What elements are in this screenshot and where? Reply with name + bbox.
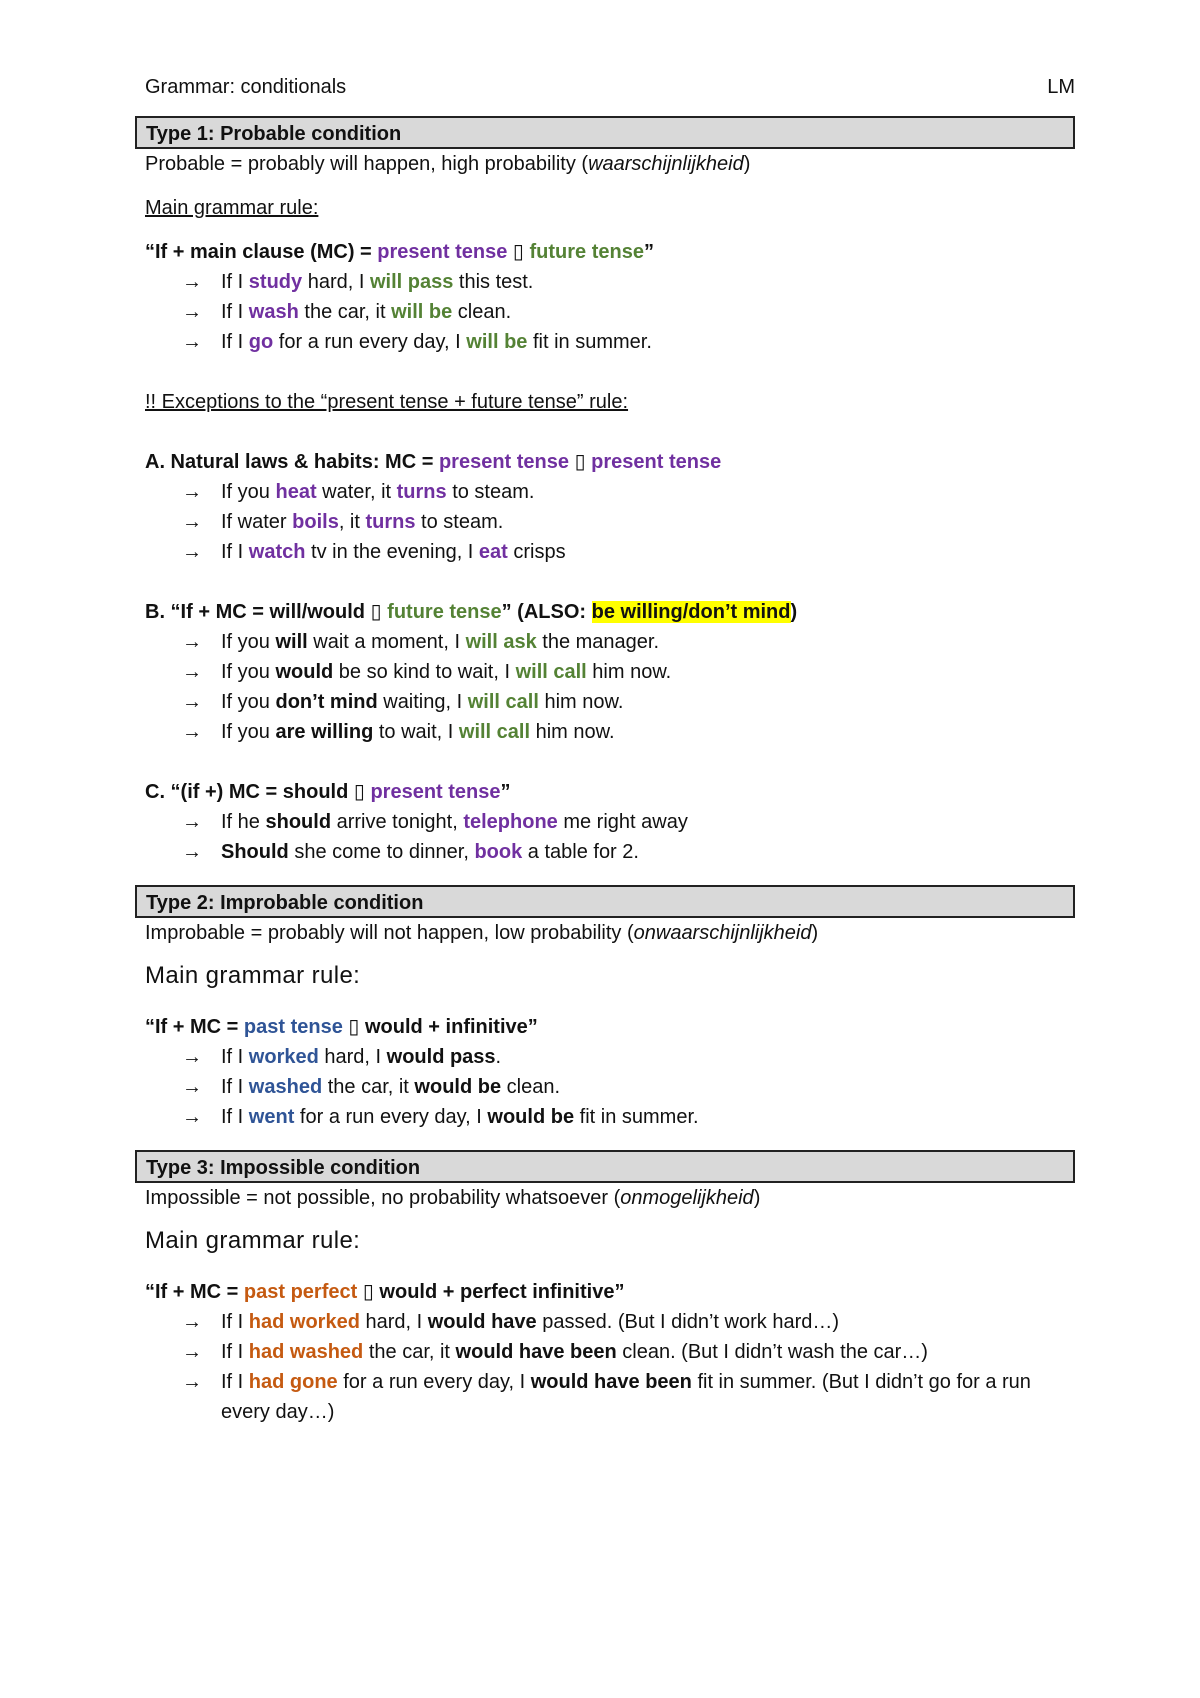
type2-definition-term: onwaarschijnlijkheid [633,922,812,944]
example-item: → If you will wait a moment, I will ask the manager. [145,627,1075,657]
arrow-icon: → [182,661,202,683]
example-item: → If he should arrive tonight, telephone me right away [145,807,1075,837]
example-item: → If I went for a run every day, I would be fit in summer. [145,1102,1075,1132]
type1-rule: “If + main clause (MC) = present tense ▯ future tense” [145,241,654,263]
exception-c-heading: C. “(if +) MC = should ▯ present tense” [145,781,511,803]
example-item: → If I worked hard, I would pass. [145,1042,1075,1072]
arrow-icon: → [182,691,202,713]
exception-b-heading: B. “If + MC = will/would ▯ future tense” (ALSO: be willing/don’t mind) [145,601,798,623]
example-item: → If you are willing to wait, I will call him now. [145,717,1075,747]
type3-rule-heading: Main grammar rule: [145,1227,361,1254]
arrow-icon: → [182,1311,202,1333]
document-page [145,62,1075,1427]
arrow-icon: → [182,481,202,503]
type2-rule-heading: Main grammar rule: [145,962,361,989]
exceptions-heading: !! Exceptions to the “present tense + future tense” rule: [145,391,629,413]
arrow-icon: → [182,331,202,353]
header-title: Grammar: conditionals [145,76,347,98]
example-item: → If I study hard, I will pass this test. [145,267,1075,297]
arrow-icon: → [182,1046,202,1068]
type2-definition: Improbable = probably will not happen, low probability (onwaarschijnlijkheid) [145,922,819,944]
arrow-icon: → [182,811,202,833]
example-item: → Should she come to dinner, book a table for 2. [145,837,1075,867]
example-item: → If I wash the car, it will be clean. [145,297,1075,327]
example-item: → If I had worked hard, I would have passed. (But I didn’t work hard…) [145,1307,1075,1337]
type1-definition-term: waarschijnlijkheid [588,153,744,175]
type3-title-box [135,1150,1075,1183]
example-item: → If water boils, it turns to steam. [145,507,1075,537]
example-item: → If I had washed the car, it would have been clean. (But I didn’t wash the car…) [145,1337,1075,1367]
type1-title: Type 1: Probable condition [146,123,402,145]
arrow-icon: → [182,721,202,743]
example-item: → If I watch tv in the evening, I eat crisps [145,537,1075,567]
type3-definition-term: onmogelijkheid [620,1187,754,1209]
arrow-icon: → [182,511,202,533]
example-item: → If you don’t mind waiting, I will call him now. [145,687,1075,717]
example-item: → If you heat water, it turns to steam. [145,477,1075,507]
type1-title-box [135,116,1075,149]
arrow-icon: → [182,541,202,563]
arrow-icon: → [182,1106,202,1128]
arrow-icon: → [182,271,202,293]
arrow-icon: → [182,631,202,653]
arrow-icon: → [182,301,202,323]
arrow-icon: → [182,1371,202,1393]
type2-title: Type 2: Improbable condition [146,892,424,914]
type3-definition: Impossible = not possible, no probability whatsoever (onmogelijkheid) [145,1187,761,1209]
type2-title-box [135,885,1075,918]
type3-rule: “If + MC = past perfect ▯ would + perfect infinitive” [145,1281,625,1303]
example-item: → If I washed the car, it would be clean. [145,1072,1075,1102]
highlighted-text: be willing/don’t mind [591,601,791,623]
page-header [145,62,1075,116]
type1-rule-heading: Main grammar rule: [145,197,319,219]
type3-title: Type 3: Impossible condition [146,1157,421,1179]
example-item: → If I go for a run every day, I will be fit in summer. [145,327,1075,357]
type1-definition: Probable = probably will happen, high probability (waarschijnlijkheid) [145,153,751,175]
example-item: → If I had gone for a run every day, I would have been fit in summer. (But I didn’t go for a run every day…) [145,1367,1075,1427]
type2-rule: “If + MC = past tense ▯ would + infinitive” [145,1016,538,1038]
arrow-icon: → [182,1076,202,1098]
header-initials: LM [1047,76,1075,98]
arrow-icon: → [182,841,202,863]
arrow-icon: → [182,1341,202,1363]
exception-a-heading: A. Natural laws & habits: MC = present tense ▯ present tense [145,451,722,473]
example-item: → If you would be so kind to wait, I will call him now. [145,657,1075,687]
